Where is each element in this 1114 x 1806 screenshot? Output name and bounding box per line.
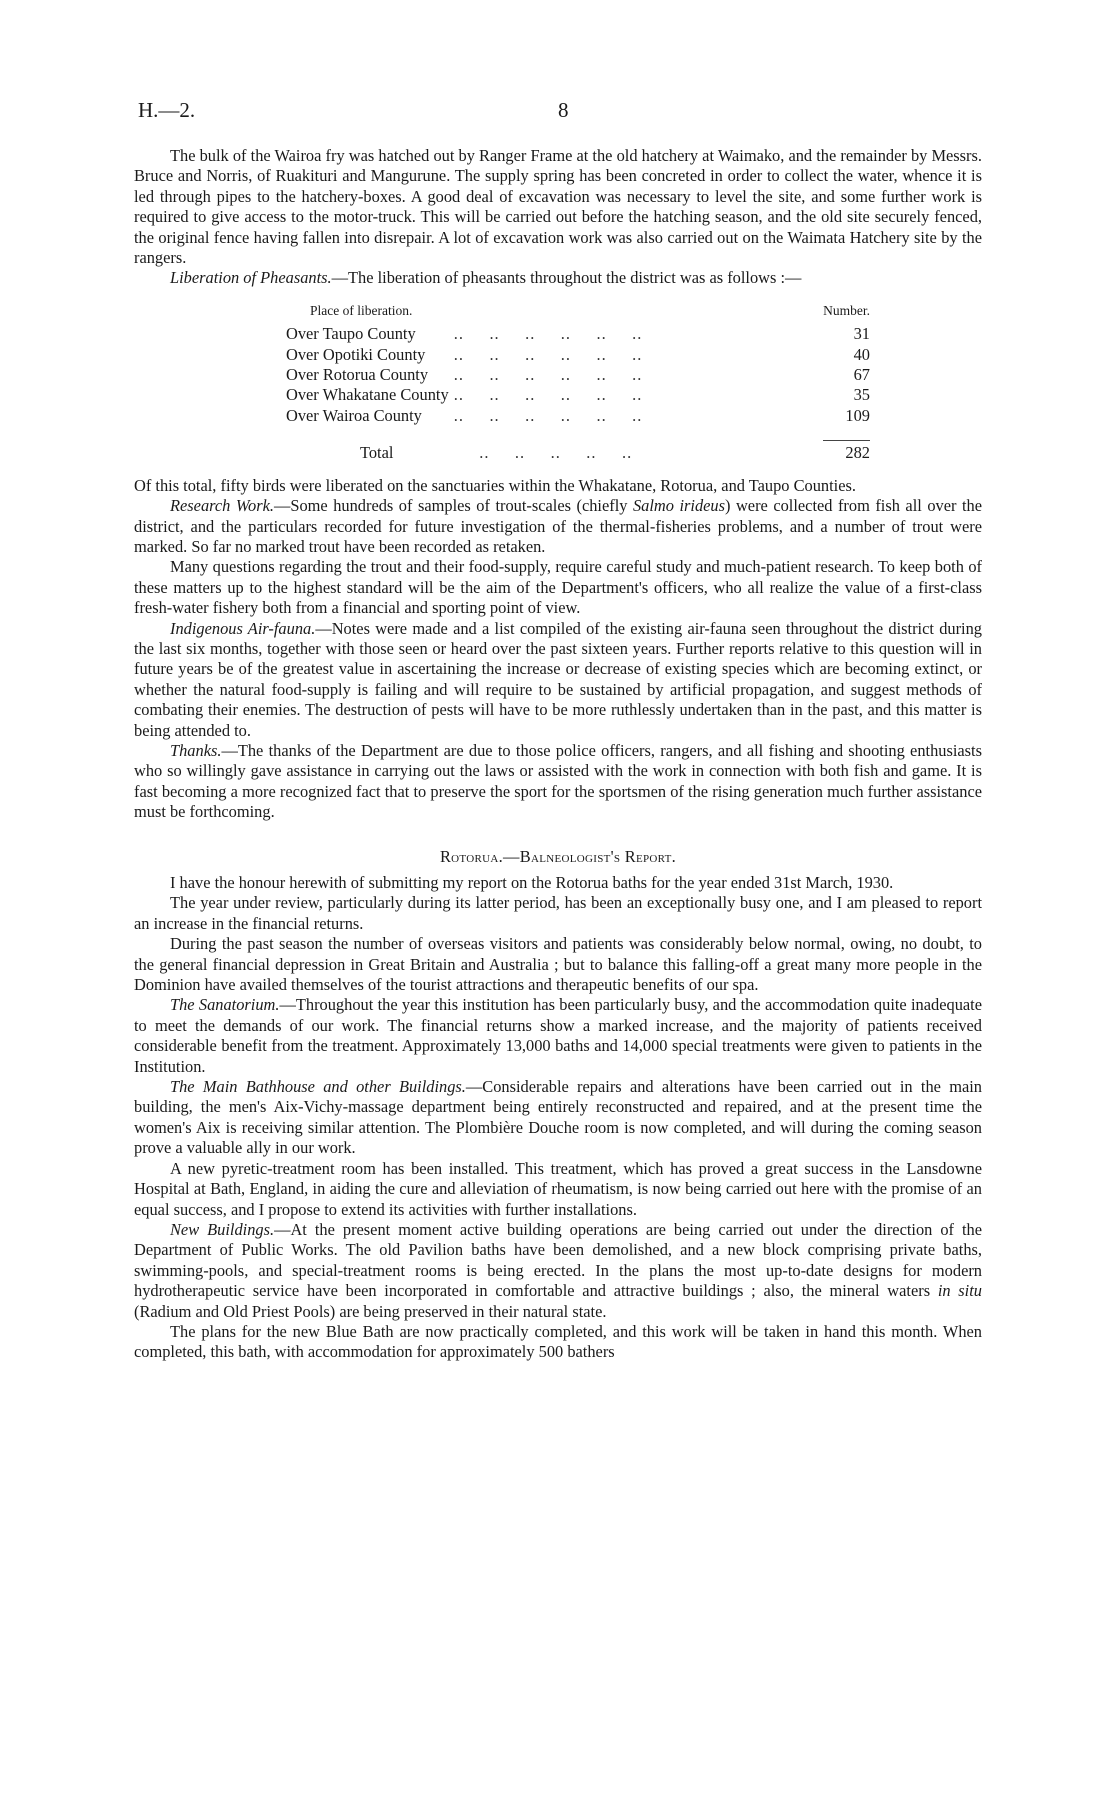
dot-leader: .. .. .. .. .. ..	[448, 365, 643, 385]
heading-air-fauna: Indigenous Air-fauna.	[170, 618, 316, 638]
paragraph-blue-bath: The plans for the new Blue Bath are now practically completed, and this work will be taken in hand this month. When completed, this bath, with accommodation for approximately 500 bathers	[134, 1321, 982, 1362]
total-value: 282	[823, 441, 870, 464]
paragraph-year-review: The year under review, particularly during its latter period, has been an exceptionally busy one, and I am pleased to report an increase in the financial returns.	[134, 893, 982, 933]
species-name: Salmo irideus	[632, 496, 725, 516]
heading-new-buildings: New Buildings.	[170, 1219, 275, 1239]
paragraph-wairoa-hatchery: The bulk of the Wairoa fry was hatched out by Ranger Frame at the old hatchery at Waimako, and the remainder by Messrs. Bruce and Norris, of Ruakituri and Mangurune. The supply spring has been concreted in order to collect the water, whence it is led through pipes to the hatchery-boxes. A good deal of excavation was necessary to level the site, and some further work is required to give access to the motor-truck. This will be carried out before the hatching season, and the old site securely fenced, the original fence having fallen into disrepair. A lot of excavation work was also carried out on the Waimata Hatchery site by the rangers.	[134, 146, 982, 268]
place-cell: Over Wairoa County	[286, 405, 422, 425]
text-research-before: —Some hundreds of samples of trout-scales (chiefly	[273, 496, 633, 516]
page-number: 8	[558, 98, 569, 122]
dot-leader: .. .. .. .. .. ..	[448, 324, 643, 344]
paragraph-trout-questions: Many questions regarding the trout and their food-supply, require careful study and much-patient research. To keep both of these matters up to the highest standard will be the aim of the Department's officers, who all realize the value of a first-class fresh-water fishery both from a financial and sporting point of view.	[134, 557, 982, 618]
number-cell: 35	[853, 385, 870, 405]
paragraph-air-fauna	[134, 619, 982, 741]
text-air-fauna: —Notes were made and a list compiled of the existing air-fauna seen throughout the district during the last six months, together with those seen or heard over the past sixteen years. Further reports relative to this question will in future years be of the greatest value in ascertaining the increase or decrease of existing species which are becoming extinct, or whether the natural food-supply is failing and will require to be sustained by artificial propagation, and suggest methods of combating their enemies. The destruction of pests will have to be more ruthlessly undertaken than in the past, and this matter is being attended to.	[134, 618, 982, 740]
pheasant-liberation-table	[286, 301, 870, 464]
paragraph-past-season: During the past season the number of overseas visitors and patients was considerably below normal, owing, no doubt, to the general financial depression in Great Britain and Australia ; but to balance this falling-off a great many more people in the Dominion have availed themselves of the tourist attractions and therapeutic benefits of our spa.	[134, 934, 982, 995]
total-label: Total	[360, 443, 394, 463]
number-cell: 67	[853, 365, 870, 385]
section-title-balneologist-report	[134, 847, 982, 867]
section-title-dash: —	[503, 846, 520, 866]
text-research-after: ) were collected from fish all over the district, and the particulars recorded for future investigation of the thermal-fisheries problems, and a number of trout were marked. So far no marked trout have been recorded as retaken.	[134, 496, 982, 556]
dot-leader: .. .. .. .. .. ..	[448, 344, 643, 364]
place-cell: Over Rotorua County	[286, 365, 429, 385]
column-header-place: Place of liberation.	[310, 302, 413, 318]
table-total-row	[286, 441, 870, 464]
paragraph-main-bathhouse	[134, 1077, 982, 1159]
paragraph-honour: I have the honour herewith of submitting my report on the Rotorua baths for the year ended 31st March, 1930.	[170, 873, 894, 892]
place-cell: Over Taupo County	[286, 324, 416, 344]
table-spacer	[286, 426, 870, 441]
heading-main-bathhouse: The Main Bathhouse and other Buildings.	[170, 1077, 466, 1097]
dot-leader: .. .. .. .. .. ..	[448, 385, 643, 405]
number-cell: 31	[853, 324, 870, 344]
text-thanks: —The thanks of the Department are due to those police officers, rangers, and all fishing and shooting enthusiasts who so willingly gave assistance in carrying out the laws or assisted with the work in connection with both fish and game. It is fast becoming a more recognized fact that to preserve the sport for the sportsmen of the rising generation much further assistance must be forthcoming.	[134, 740, 982, 822]
dot-leader: .. .. .. .. .. ..	[448, 405, 643, 425]
place-cell: Over Opotiki County	[286, 344, 426, 364]
in-situ-phrase: in situ	[937, 1281, 982, 1301]
section-title-place: Rotorua.	[439, 846, 504, 866]
paragraph-pheasants	[134, 268, 982, 288]
paragraph-liberation-total: Of this total, fifty birds were liberated on the sanctuaries within the Whakatane, Rotorua, and Taupo Counties.	[134, 475, 856, 495]
paragraph-sanatorium	[134, 995, 982, 1077]
number-cell: 109	[845, 405, 870, 425]
section-title-report: Balneologist's Report.	[519, 846, 677, 866]
table-row	[286, 406, 870, 426]
page-header	[138, 98, 578, 128]
number-cell: 40	[853, 344, 870, 364]
heading-pheasants: Liberation of Pheasants.	[170, 268, 332, 288]
heading-sanatorium: The Sanatorium.	[170, 995, 280, 1015]
text-sanatorium: —Throughout the year this institution has been particularly busy, and the accommodation quite inadequate to meet the demands of our work. The financial returns show a marked increase, and the majority of patients received considerable benefit from the treatment. Approximately 13,000 baths and 14,000 special treatments were given to patients in the Institution.	[134, 995, 982, 1076]
document-body	[134, 146, 982, 1363]
text-new-buildings-after: (Radium and Old Priest Pools) are being preserved in their natural state.	[134, 1301, 607, 1321]
text-new-buildings-before: —At the present moment active building operations are being carried out under the direction of the Department of Public Works. The old Pavilion baths have been demolished, and a new block comprising private baths, swimming-pools, and special-treatment rooms is being erected. In the plans the most up-to-date designs for modern hydrotherapeutic service have been incorporated in comfortable and attractive buildings ; also, the mineral waters	[134, 1219, 983, 1301]
heading-thanks: Thanks.	[170, 740, 222, 760]
paragraph-research-work	[134, 496, 982, 557]
paragraph-thanks	[134, 741, 982, 823]
column-header-number: Number.	[823, 302, 870, 318]
paragraph-new-buildings	[134, 1220, 982, 1322]
text-main-bathhouse: —Considerable repairs and alterations have been carried out in the main building, the men's Aix-Vichy-massage department being entirely reconstructed and repaired, and at the present time the women's Aix is receiving similar attention. The Plombière Douche room is now completed, and will during the coming season prove a valuable ally in our work.	[134, 1077, 982, 1158]
paragraph-pyretic-treatment: A new pyretic-treatment room has been installed. This treatment, which has proved a great success in the Lansdowne Hospital at Bath, England, in aiding the cure and alleviation of rheumatism, is now being carried out here with the promise of an equal success, and I propose to extend its activities with further installations.	[134, 1158, 982, 1219]
place-cell: Over Whakatane County	[286, 385, 449, 405]
heading-research-work: Research Work.	[170, 496, 274, 516]
table-row	[286, 345, 870, 365]
text-pheasants: —The liberation of pheasants throughout the district was as follows :—	[331, 268, 802, 288]
table-row	[286, 324, 870, 344]
table-row	[286, 365, 870, 385]
dot-leader: .. .. .. .. ..	[448, 443, 633, 463]
report-reference: H.—2.	[138, 98, 196, 122]
table-row	[286, 385, 870, 405]
